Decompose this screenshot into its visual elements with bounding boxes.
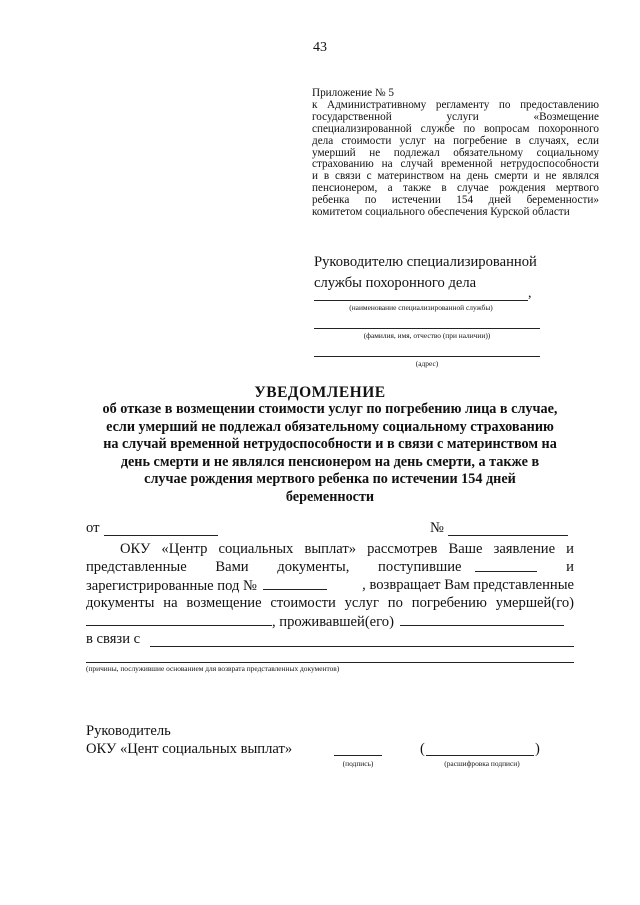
- registration-group: [86, 576, 327, 595]
- notice-subtitle: [86, 401, 574, 507]
- body-word: документы,: [277, 559, 350, 575]
- appendix-line: Приложение № 5: [312, 87, 394, 99]
- signature-caption: (подпись): [342, 759, 374, 768]
- signature-decode-caption: (расшифровка подписи): [444, 759, 520, 768]
- appendix-line: дела стоимости услуг на погребение в случаях, если: [312, 134, 599, 147]
- open-paren: (: [420, 741, 425, 757]
- body-line-3-tail: , возвращает Вам представленные: [362, 577, 574, 593]
- body-line-4: документы на возмещение стоимости услуг по погребению умершей(го): [86, 595, 574, 611]
- received-date-field[interactable]: [475, 558, 537, 572]
- full-name-caption: (фамилия, имя, отчество (при наличии)): [363, 331, 491, 340]
- subtitle-line: на случай временной нетрудоспособности и в связи с материнством на: [103, 436, 557, 453]
- appendix-line: страхованию на случай временной нетрудоспособности: [312, 158, 599, 171]
- appendix-line: к Административному регламенту по предоставлению: [312, 98, 599, 111]
- appendix-line: умерший не подлежал обязательному социальному: [312, 146, 599, 159]
- deceased-name-field[interactable]: [86, 612, 272, 626]
- recipient-line-2: службы похоронного дела: [314, 275, 477, 291]
- body-word: поступившие: [378, 559, 462, 575]
- signatory-org: ОКУ «Цент социальных выплат»: [86, 741, 293, 757]
- reasons-caption: (причины, послужившие основанием для возврата представленных документов): [86, 664, 340, 673]
- from-label: от: [86, 520, 100, 536]
- notice-title: УВЕДОМЛЕНИЕ: [254, 384, 386, 401]
- number-label: №: [430, 520, 444, 536]
- comma: ,: [528, 286, 532, 301]
- signature-field[interactable]: [334, 755, 382, 756]
- full-name-line[interactable]: [314, 328, 540, 329]
- recipient-heading: [314, 252, 537, 294]
- residence-field[interactable]: [400, 612, 564, 626]
- reason-label: в связи с: [86, 631, 141, 647]
- body-line-5: [86, 612, 564, 631]
- body-word: представленные: [86, 559, 187, 575]
- appendix-line: государственной услуги «Возмещение: [312, 110, 599, 123]
- recipient-line-1: Руководителю специализированной: [314, 254, 537, 270]
- body-line-2: [86, 558, 574, 576]
- appendix-block: [312, 88, 599, 219]
- page-number: 43: [313, 40, 327, 55]
- signature-decode-field[interactable]: [426, 755, 534, 756]
- subtitle-line: беременности: [285, 488, 375, 505]
- reason-field[interactable]: [150, 646, 574, 647]
- subtitle-line: об отказе в возмещении стоимости услуг по погребению лица в случае,: [102, 401, 558, 417]
- subtitle-line: если умерший не подлежал обязательному социальному страхованию: [106, 418, 554, 435]
- address-caption: (адрес): [415, 359, 439, 368]
- residence-label: , проживавшей(его): [272, 614, 394, 630]
- subtitle-line: день смерти и не являлся пенсионером на день смерти, а также в: [120, 453, 540, 470]
- body-word: и: [566, 559, 574, 575]
- received-group: [378, 558, 537, 576]
- body-line-1: ОКУ «Центр социальных выплат» рассмотрев Ваше заявление и: [120, 541, 574, 557]
- appendix-line: комитетом социального обеспечения Курской области: [312, 206, 570, 219]
- registration-number-field[interactable]: [263, 576, 327, 590]
- appendix-line: специализированной службе по вопросам похоронного: [312, 122, 599, 135]
- signatory-role: Руководитель: [86, 723, 171, 739]
- appendix-line: пенсионером, а также в случае рождения мертвого: [312, 182, 599, 195]
- service-name-line[interactable]: [314, 300, 528, 301]
- number-field[interactable]: [448, 535, 568, 536]
- appendix-line: ребенка по истечении 154 дней беременности»: [312, 194, 599, 207]
- address-line[interactable]: [314, 356, 540, 357]
- appendix-line: и в связи с материнством на день смерти и не являлся: [312, 170, 599, 183]
- body-line-3: [86, 576, 574, 595]
- registration-label: зарегистрированные под №: [86, 578, 257, 594]
- body-word: Вами: [215, 559, 249, 575]
- date-field[interactable]: [104, 535, 218, 536]
- reason-field-2[interactable]: [86, 662, 574, 663]
- subtitle-line: случае рождения мертвого ребенка по истечении 154 дней: [144, 471, 516, 488]
- service-name-caption: (наименование специализированной службы): [349, 303, 493, 312]
- close-paren: ): [535, 741, 540, 757]
